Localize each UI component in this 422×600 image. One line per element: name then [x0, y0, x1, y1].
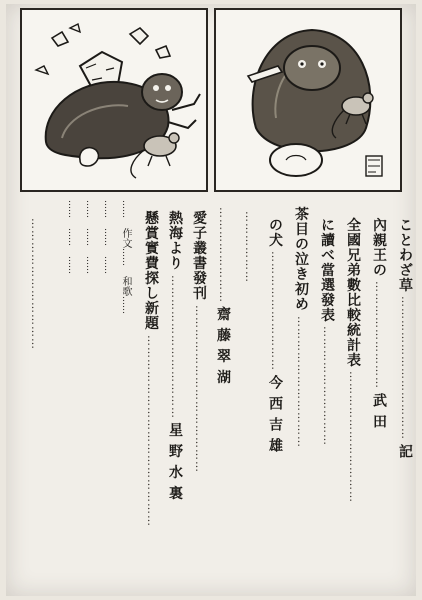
leader-dots: ……	[120, 248, 130, 266]
leader-dots: ………………	[243, 210, 256, 283]
leader-dots: …………………………	[269, 251, 282, 372]
entry-title: 熱海より	[167, 210, 183, 271]
entry-author: 武田	[371, 393, 387, 436]
toc-entry	[216, 200, 230, 592]
leader-dots: …………………………	[321, 326, 334, 447]
leader-dots: ……	[102, 228, 112, 246]
leader-dots: ……………………………………	[193, 304, 206, 473]
cartoon-panel-right	[214, 8, 402, 192]
entry-title: 茶目の泣き初め	[293, 206, 309, 312]
subentry-label: 作文	[120, 228, 131, 248]
toc-entry	[398, 200, 412, 592]
toc-subentry-column	[102, 200, 112, 592]
leader-dots: ……	[84, 228, 94, 246]
entry-title: 愛子叢書發刊	[191, 210, 207, 301]
toc-entry	[268, 200, 282, 592]
entry-title: 全國兄弟數比較統計表	[345, 217, 361, 368]
leader-dots: ……………………………	[295, 315, 308, 448]
leader-dots: ……………………	[217, 206, 230, 303]
toc-subentry-column	[66, 200, 76, 592]
leader-dots: ……	[66, 256, 76, 274]
cartoon-figure-falling	[22, 10, 206, 190]
leader-dots: ………………………………	[169, 274, 182, 419]
leader-dots: ………………………	[373, 281, 386, 390]
leader-dots: ……	[102, 200, 112, 218]
leader-dots: ……………………………	[347, 371, 360, 504]
leader-dots: ……	[66, 228, 76, 246]
cartoon-panel-left	[20, 8, 208, 192]
toc-entry	[346, 200, 360, 592]
toc-entry	[144, 200, 158, 592]
entry-author: 齋藤翠湖	[215, 306, 231, 391]
leader-dots: ……	[120, 296, 130, 314]
leader-dots: ……	[84, 200, 94, 218]
entry-author: 今西吉雄	[267, 375, 283, 460]
cartoon-strip	[20, 8, 402, 192]
entry-title: 內親王の	[371, 217, 387, 278]
subentry-label: 和歌	[120, 276, 131, 296]
cartoon-figure-daruma	[216, 10, 400, 190]
toc-entry	[372, 200, 386, 592]
entry-title: ことわざ草	[397, 217, 413, 293]
toc-subentry-column	[84, 200, 94, 592]
entry-author: 記	[397, 444, 413, 466]
toc-entry	[320, 200, 334, 592]
toc-entry	[242, 200, 256, 592]
toc-entry	[28, 200, 42, 592]
toc-subentry-column	[120, 200, 130, 592]
leader-dots: ……	[84, 256, 94, 274]
leader-dots: …………………………………………	[145, 334, 158, 527]
magazine-page	[6, 4, 416, 596]
entry-title: の犬	[267, 217, 283, 248]
toc-entry	[294, 200, 308, 592]
leader-dots: ………………………………	[399, 296, 412, 441]
toc-entry	[192, 200, 206, 592]
leader-dots: ……	[120, 200, 130, 218]
entry-title: に讀べ當選發表	[319, 217, 335, 323]
entry-author: 星野水裏	[167, 422, 183, 507]
toc-entry	[168, 200, 182, 592]
leader-dots: ……	[66, 200, 76, 218]
leader-dots: ……	[102, 256, 112, 274]
leader-dots: ……………………………	[29, 217, 42, 350]
entry-title: 懸賞實費探し新題	[143, 210, 159, 331]
table-of-contents	[14, 200, 418, 592]
